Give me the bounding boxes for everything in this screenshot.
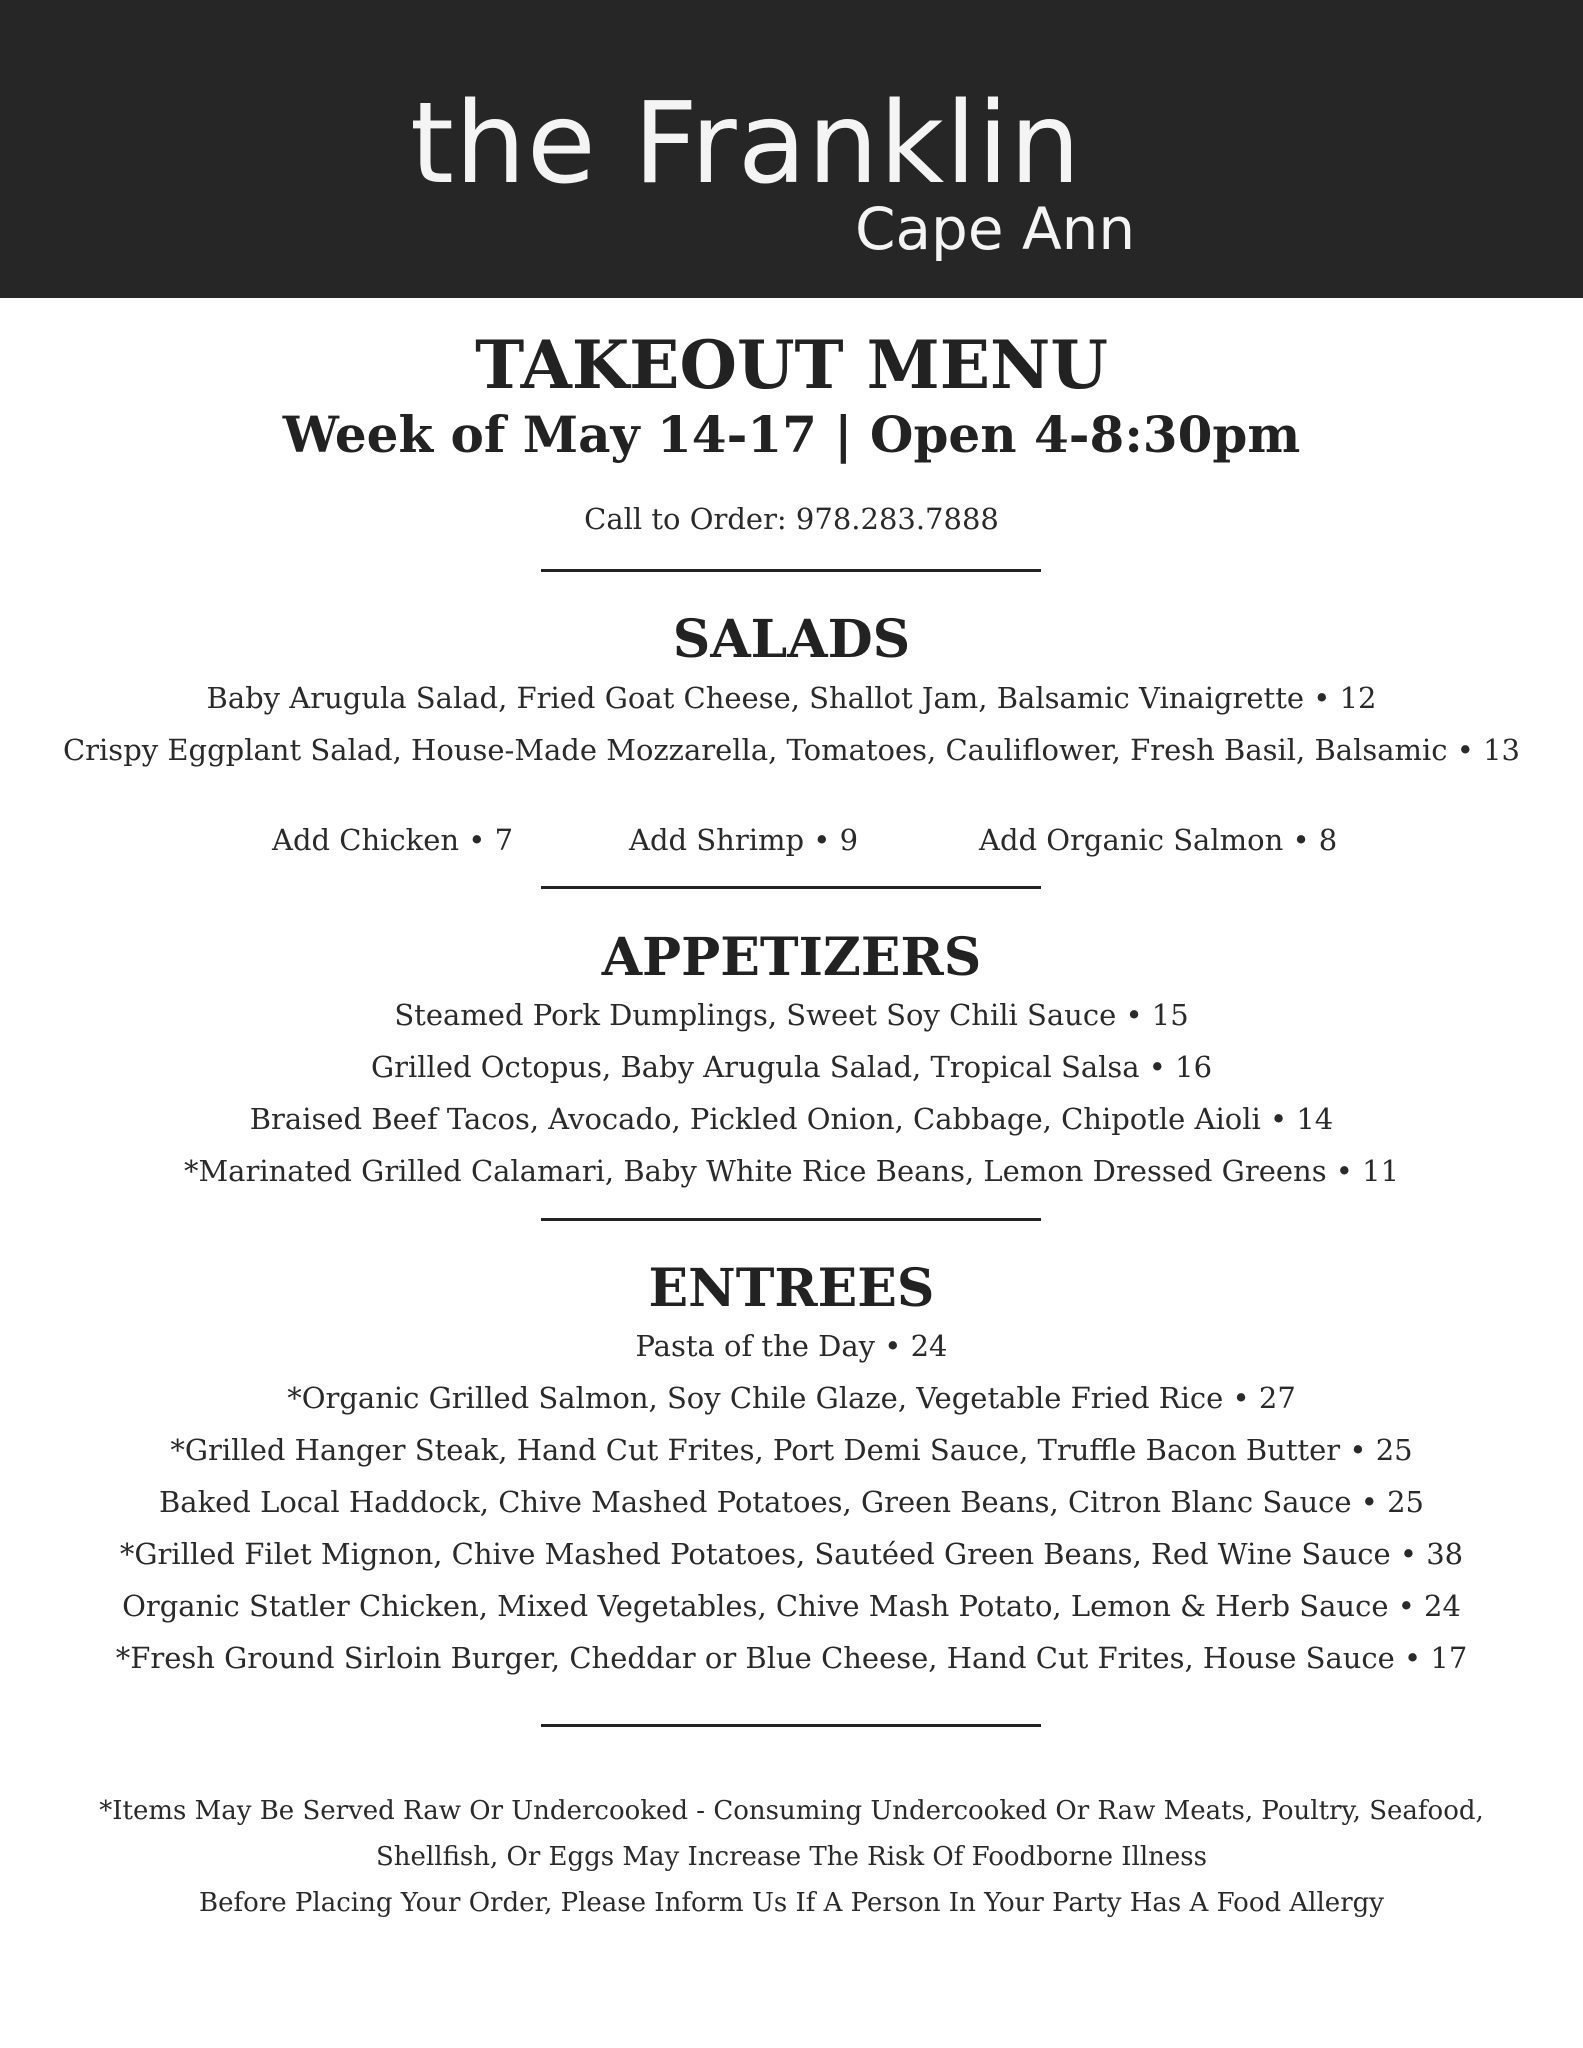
menu-title: TAKEOUT MENU: [475, 326, 1108, 404]
divider: [541, 1724, 1041, 1727]
addon-salmon: Add Organic Salmon • 8: [979, 823, 1338, 857]
header-banner: [0, 0, 1583, 298]
divider: [541, 1218, 1041, 1221]
addon-shrimp: Add Shrimp • 9: [629, 823, 859, 857]
addon-chicken: Add Chicken • 7: [272, 823, 514, 857]
entrees-heading: ENTREES: [648, 1258, 935, 1319]
appetizer-item: Steamed Pork Dumplings, Sweet Soy Chili Sauce • 15: [394, 998, 1189, 1032]
entree-item: *Fresh Ground Sirloin Burger, Cheddar or Blue Cheese, Hand Cut Frites, House Sauce • 17: [115, 1641, 1468, 1675]
entree-item: *Organic Grilled Salmon, Soy Chile Glaze, Vegetable Fried Rice • 27: [287, 1381, 1296, 1415]
appetizers-heading: APPETIZERS: [601, 927, 982, 988]
entree-item: Baked Local Haddock, Chive Mashed Potatoes, Green Beans, Citron Blanc Sauce • 25: [158, 1485, 1425, 1519]
allergy-notice: Before Placing Your Order, Please Inform Us If A Person In Your Party Has A Food Allergy: [199, 1888, 1384, 1918]
menu-subtitle: Week of May 14-17 | Open 4-8:30pm: [282, 405, 1301, 464]
divider: [541, 886, 1041, 889]
call-to-order: Call to Order: 978.283.7888: [584, 502, 999, 536]
entree-item: Pasta of the Day • 24: [635, 1329, 948, 1363]
entree-item: *Grilled Hanger Steak, Hand Cut Frites, Port Demi Sauce, Truffle Bacon Butter • 25: [170, 1433, 1413, 1467]
disclaimer-line: Shellfish, Or Eggs May Increase The Risk Of Foodborne Illness: [376, 1842, 1207, 1872]
logo-name: the Franklin: [410, 79, 1082, 209]
salads-heading: SALADS: [672, 609, 911, 670]
entree-item: Organic Statler Chicken, Mixed Vegetables, Chive Mash Potato, Lemon & Herb Sauce • 24: [122, 1589, 1461, 1623]
divider: [541, 569, 1041, 572]
appetizer-item: Braised Beef Tacos, Avocado, Pickled Onion, Cabbage, Chipotle Aioli • 14: [249, 1102, 1334, 1136]
logo-location: Cape Ann: [855, 195, 1136, 263]
appetizer-item: Grilled Octopus, Baby Arugula Salad, Tropical Salsa • 16: [370, 1050, 1213, 1084]
salad-item: Crispy Eggplant Salad, House-Made Mozzarella, Tomatoes, Cauliflower, Fresh Basil, Balsamic • 13: [62, 733, 1520, 767]
appetizer-item: *Marinated Grilled Calamari, Baby White Rice Beans, Lemon Dressed Greens • 11: [183, 1154, 1400, 1188]
disclaimer-line: *Items May Be Served Raw Or Undercooked - Consuming Undercooked Or Raw Meats, Poultry, Seafood,: [99, 1796, 1484, 1826]
salad-item: Baby Arugula Salad, Fried Goat Cheese, Shallot Jam, Balsamic Vinaigrette • 12: [206, 681, 1377, 715]
entree-item: *Grilled Filet Mignon, Chive Mashed Potatoes, Sautéed Green Beans, Red Wine Sauce • 38: [119, 1537, 1464, 1571]
